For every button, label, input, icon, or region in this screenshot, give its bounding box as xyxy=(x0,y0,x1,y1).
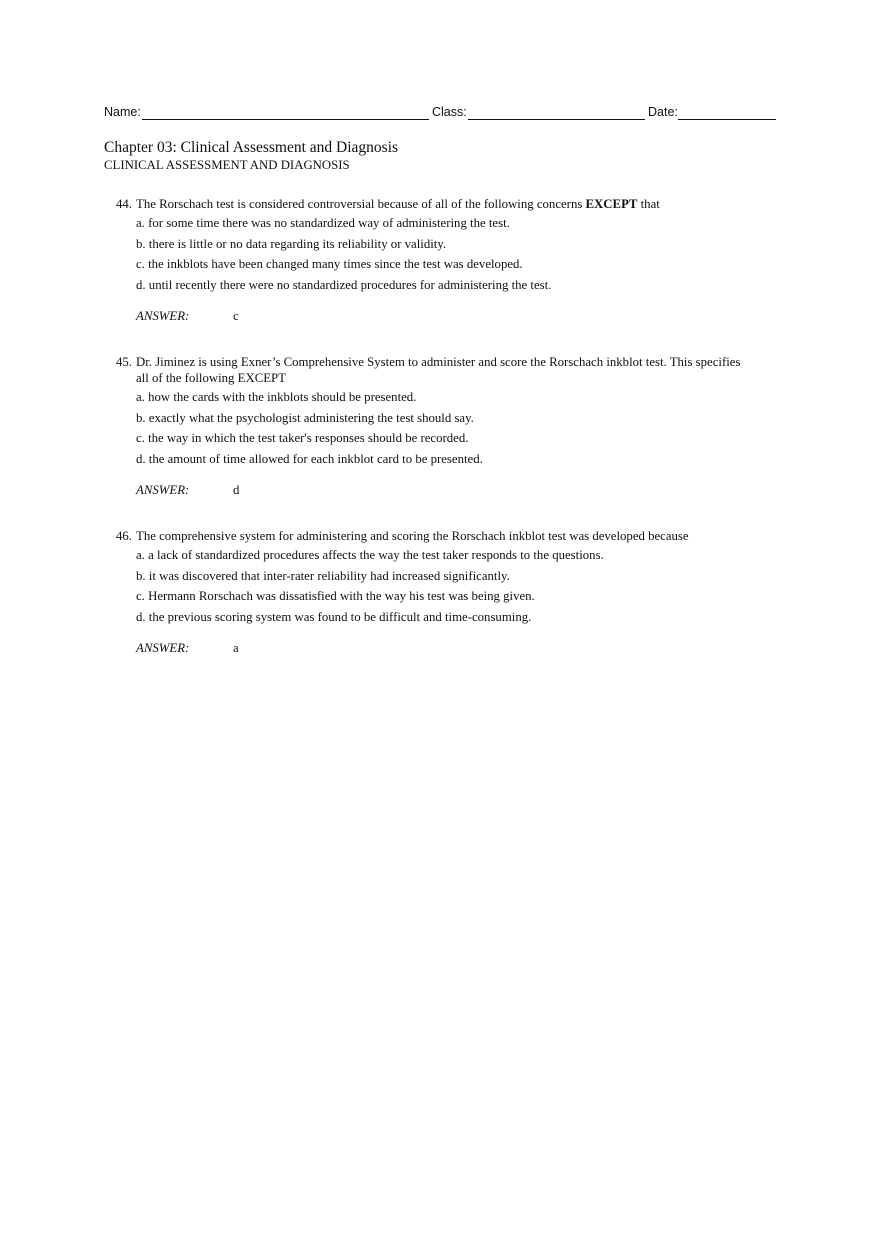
answer-row xyxy=(116,640,756,656)
question-stem xyxy=(116,528,756,544)
question-stem xyxy=(116,196,756,212)
option-d: d. until recently there were no standardized procedures for administering the test. xyxy=(136,277,552,292)
emphasis-except: EXCEPT xyxy=(585,197,638,211)
question-number: 44. xyxy=(116,197,132,211)
name-blank-line xyxy=(142,119,429,120)
answer-label: ANSWER: xyxy=(136,308,190,323)
question-text: Dr. Jiminez is using Exner’s Comprehensive System to administer and score the Rorschach inkblot test. This specifies all of the following EXCEPT xyxy=(136,355,741,385)
answer-value: c xyxy=(233,308,239,323)
question-stem xyxy=(116,354,756,386)
option-a: a. how the cards with the inkblots should be presented. xyxy=(136,390,417,404)
question-45 xyxy=(116,354,756,498)
section-title: CLINICAL ASSESSMENT AND DIAGNOSIS xyxy=(104,158,350,172)
answer-options xyxy=(116,215,756,293)
question-46 xyxy=(116,528,756,656)
answer-options xyxy=(116,389,756,467)
option-a: a. for some time there was no standardized way of administering the test. xyxy=(136,216,510,230)
option-c: c. the way in which the test taker's responses should be recorded. xyxy=(136,431,469,445)
answer-value: d xyxy=(233,482,240,497)
date-blank-line xyxy=(678,119,776,120)
answer-row xyxy=(116,482,756,498)
date-label: Date: xyxy=(648,105,678,119)
option-b: b. it was discovered that inter-rater reliability had increased significantly. xyxy=(136,568,510,583)
option-a: a. a lack of standardized procedures affects the way the test taker responds to the questions. xyxy=(136,548,604,562)
chapter-title: Chapter 03: Clinical Assessment and Diagnosis xyxy=(104,139,399,156)
answer-options xyxy=(116,547,756,625)
question-number: 45. xyxy=(116,355,132,369)
answer-label: ANSWER: xyxy=(136,482,190,497)
name-label: Name: xyxy=(104,105,141,119)
question-number: 46. xyxy=(116,529,132,543)
option-c: c. the inkblots have been changed many times since the test was developed. xyxy=(136,257,523,271)
answer-row xyxy=(116,308,756,324)
option-d: d. the previous scoring system was found to be difficult and time-consuming. xyxy=(136,609,532,624)
option-d: d. the amount of time allowed for each inkblot card to be presented. xyxy=(136,451,483,466)
option-b: b. exactly what the psychologist administering the test should say. xyxy=(136,410,474,425)
answer-label: ANSWER: xyxy=(136,640,190,655)
student-info-header xyxy=(104,104,776,122)
option-c: c. Hermann Rorschach was dissatisfied with the way his test was being given. xyxy=(136,589,535,603)
class-blank-line xyxy=(468,119,645,120)
answer-value: a xyxy=(233,640,239,655)
class-label: Class: xyxy=(432,105,467,119)
question-44 xyxy=(116,196,756,324)
option-b: b. there is little or no data regarding its reliability or validity. xyxy=(136,236,447,251)
question-text: The Rorschach test is considered controversial because of all of the following concerns EXCEPT that xyxy=(136,197,660,211)
question-text: The comprehensive system for administering and scoring the Rorschach inkblot test was developed because xyxy=(136,529,689,543)
